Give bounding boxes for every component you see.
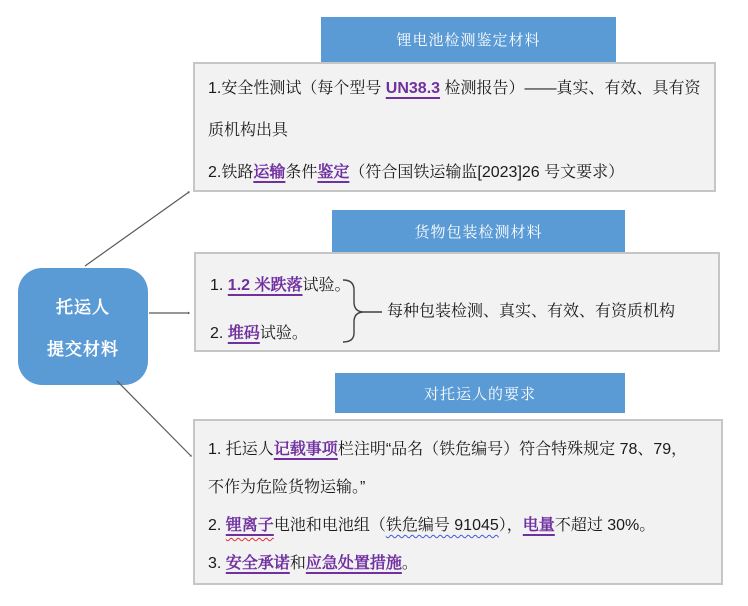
- plain-text: 。: [401, 555, 418, 572]
- text-line: [208, 545, 709, 583]
- text-line: [208, 110, 702, 152]
- plain-text: 不作为危险货物运输。”: [208, 479, 366, 496]
- plain-text: ），: [498, 517, 523, 534]
- proofing-marked-text: 铁危编号 91045: [385, 517, 499, 534]
- arrow-to-lithium-test-box: [85, 192, 189, 266]
- section-header-shipper-requirements: [335, 373, 625, 413]
- shipper-node-line2: 提交材料: [47, 340, 119, 359]
- shipper-source-node: [18, 268, 148, 385]
- section-header-packaging-test-label: 货物包装检测材料: [414, 223, 543, 241]
- text-line: [208, 469, 709, 507]
- hyperlink-text[interactable]: 堆码: [227, 325, 260, 342]
- arrow-to-shipper-requirements-box: [117, 381, 191, 456]
- hyperlink-text[interactable]: 1.2 米跌落: [227, 277, 303, 294]
- plain-text: 和: [289, 555, 306, 572]
- hyperlink-text[interactable]: 电量: [522, 517, 555, 534]
- section-header-lithium-test-label: 锂电池检测鉴定材料: [396, 32, 541, 49]
- packaging-brace-note: 每种包装检测、真实、有效、有资质机构: [387, 303, 676, 320]
- text-line: [208, 507, 709, 545]
- hyperlink-text[interactable]: [226, 517, 274, 534]
- hyperlink-text[interactable]: 锂离子: [225, 517, 274, 534]
- section-header-lithium-test: [321, 17, 616, 62]
- section-header-shipper-requirements-label: 对托运人的要求: [423, 385, 536, 403]
- hyperlink-text[interactable]: 鉴定: [317, 164, 350, 181]
- text-line: [208, 68, 702, 110]
- plain-text: 试验。: [302, 277, 351, 294]
- text-line: [208, 431, 709, 469]
- plain-text: 试验。: [259, 325, 308, 342]
- plain-text: 质机构出具: [208, 122, 289, 139]
- hyperlink-text[interactable]: 记载事项: [273, 441, 338, 458]
- hyperlink-text[interactable]: 应急处置措施: [305, 555, 402, 572]
- plain-text: 2.: [208, 517, 226, 534]
- shipper-requirements-box: [193, 419, 723, 585]
- lithium-test-materials-box: [193, 62, 716, 192]
- section-header-packaging-test: [332, 210, 625, 252]
- plain-text: 不超过 30%。: [554, 517, 656, 534]
- plain-text: 电池和电池组（: [273, 517, 386, 534]
- hyperlink-text[interactable]: 运输: [253, 164, 286, 181]
- hyperlink-text[interactable]: UN38.3: [385, 80, 441, 97]
- plain-text: 栏注明“品名（铁危编号）符合特殊规定 78、79，: [337, 441, 688, 458]
- text-line: [208, 152, 702, 194]
- plain-text: 3.: [208, 555, 226, 572]
- plain-text: 1.安全性测试（每个型号: [208, 80, 386, 97]
- plain-text: 1.: [210, 277, 228, 294]
- plain-text: 条件: [285, 164, 318, 181]
- hyperlink-text[interactable]: 安全承诺: [225, 555, 290, 572]
- plain-text: 检测报告）——真实、有效、具有资: [440, 80, 701, 97]
- plain-text: 2.: [210, 325, 228, 342]
- plain-text: 1. 托运人: [208, 441, 274, 458]
- plain-text: 2.铁路: [208, 164, 254, 181]
- shipper-node-line1: 托运人: [56, 298, 110, 317]
- plain-text: （符合国铁运输监[2023]26 号文要求）: [349, 164, 625, 181]
